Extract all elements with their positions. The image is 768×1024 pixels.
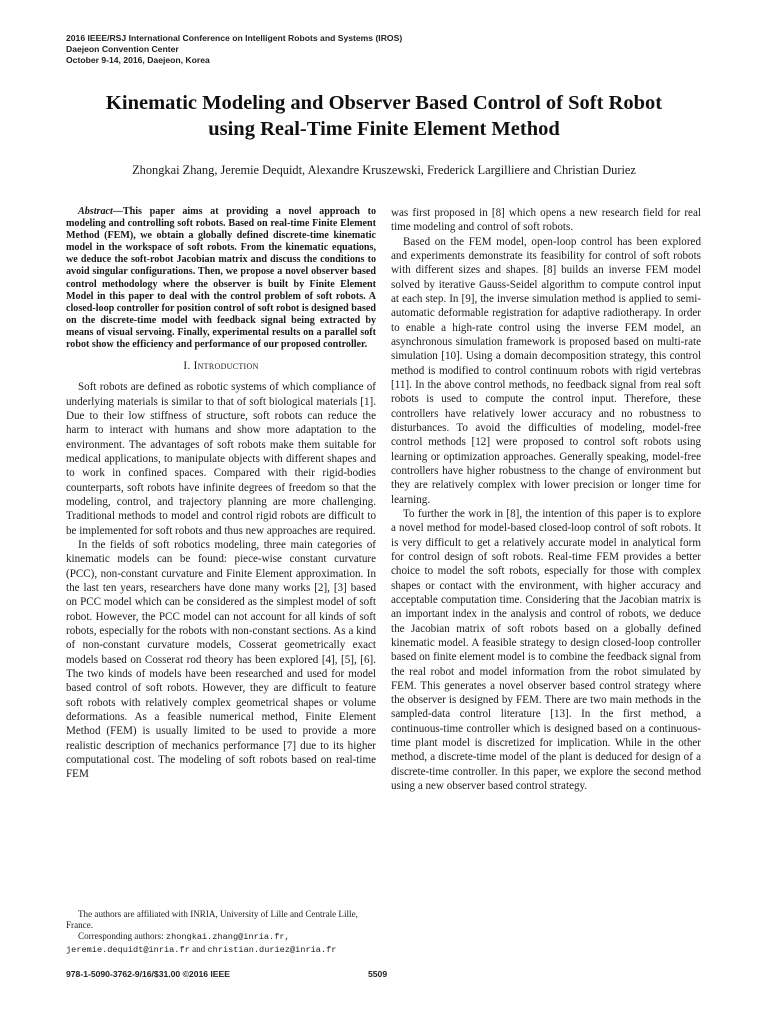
section-number: I. [183,360,191,373]
title-line-2: using Real-Time Finite Element Method [208,117,560,140]
intro-paragraph-5: To further the work in [8], the intention of this paper is to explore a novel method for model-based closed-loop control of soft robots. It is very difficult to get a relatively accurate model in analytical form for control design of soft robots. Real-time FEM provides a better choice to model the soft robots, especially for those with complex shapes or contact with the environment, with higher accuracy and acceptable computation time. Considering that the Jacobian matrix is an important index in the analysis and control of robots, we deduce the Jacobian matrix of soft robots based on a globally defined kinematic model. A feasible strategy to design closed-loop controller based on finite element model is to combine the feedback signal from the real robot and model information from the robot simulated by FEM. This generates a novel observer based control strategy where the observer is designed by FEM. There are two main methods in the sampled-data control literature [13]. In the first method, a continuous-time controller which is designed based on a continuous-time plant model is discretized for implication. While in the other method, a discrete-time model of the plant is deduced for design of a discrete-time controller. In this paper, we explore the second method using a new observer based control strategy. [391,507,701,793]
abstract-text: —This paper aims at providing a novel approach to modeling and controlling soft robots. Based on real-time Finite Element Method (FEM), we obtain a globally defined discrete-time kinematic model in the workspace of soft robots. From the kinematic equations, we deduce the soft-robot Jacobian matrix and discuss the conditions to avoid singular configurations. Then, we propose a novel observer based control methodology where the observer is built by Finite Element Model in this paper to deal with the control problem of soft robots. A closed-loop controller for position control of soft robot is designed based on the discrete-time model with feedback signal being extracted by means of visual servoing. Finally, experimental results on a parallel soft robot show the efficiency and performance of our proposed controller. [66,206,376,351]
isbn-copyright: 978-1-5090-3762-9/16/$31.00 ©2016 IEEE [66,969,231,979]
email-link[interactable]: zhongkai.zhang@inria.fr, [165,932,290,943]
conference-name: 2016 IEEE/RSJ International Conference on Intelligent Robots and Systems (IROS) [66,33,403,43]
intro-paragraph-2: In the fields of soft robotics modeling, three main categories of kinematic models can be found: piece-wise constant curvature (PCC), non-constant curvature and Finite Element approximation. In the last ten years, researchers have done many works [2], [3] based on PCC model which can be considered as the simplest model of soft robot. However, the PCC model can not account for all kinds of soft robots, especially for the robots with non-constant sections. As a kind of non-constant curvature models, Cosserat geometrically exact models based on Cosserat rod theory has been explored [4], [5], [6]. The two kinds of models have been researched and used for model based control of soft robots. However, they are difficult to feature soft robots with relatively complex geometrical shapes or volume deformations. As a feasible numerical method, Finite Element Method (FEM) is usually limited to be used to provide a more realistic description of mechanics performance [7] due to its higher computational cost. The modeling of soft robots based on real-time FEM [66,539,376,781]
conference-header [66,33,706,66]
abstract-label: Abstract [78,206,113,217]
author-list: Zhongkai Zhang, Jeremie Dequidt, Alexandre Kruszewski, Frederick Largilliere and Christian Duriez [132,163,636,177]
paper-title [40,91,728,142]
footnote-affiliation: The authors are affiliated with INRIA, University of Lille and Centrale Lille, France. [66,909,358,931]
title-line-1: Kinematic Modeling and Observer Based Control of Soft Robot [105,92,663,114]
abstract [66,206,376,351]
footnote [66,909,376,956]
intro-paragraph-1: Soft robots are defined as robotic systems of which compliance of underlying materials is similar to that of soft biological materials [1]. Due to their low stiffness of structure, soft robots can reduce the harm to interact with humans and show more adaptation to the environment. The advantages of soft robots make them suitable for medical applications, to manipulate objects with different shapes and to work in confined spaces. Compared with their rigid-bodies counterparts, soft robots have infinite degrees of freedom so that the modeling, control, and trajectory planning are more challenging. Traditional methods to model and control rigid robots are difficult to be implemented for soft robots and thus new approaches are required. [66,381,376,537]
page-number: 5509 [368,969,388,979]
conference-date: October 9-14, 2016, Daejeon, Korea [66,55,210,65]
intro-paragraph-4: Based on the FEM model, open-loop control has been explored and experiments demonstrate its feasibility for control of soft robots with different sizes and shapes. [8] builds an inverse FEM model solved by iterative Gauss-Seidel algorithm to compute control input at each step. In [9], the inverse simulation method is applied to semi-automatic deformable registration for adaptive radiotherapy. In order to enable a high-rate control using the inverse FEM model, an asynchronous simulation framework is proposed based on multi-rate simulation [10]. Using a domain decomposition strategy, this control method is modified to control continuum robots with rigid vertebras [11]. In the above control methods, no feedback signal from real soft robots is used to compute the control input. Therefore, these controllers have relatively lower accuracy and no robustness to disturbances. To avoid the difficulties of modeling, model-free control methods [12] were proposed to control soft robots using learning or optimization approaches. Generally speaking, model-free controllers have higher robustness to the change of environment but they are relatively complex with lower precision or longer time for learning. [391,235,701,506]
footnote-and: and [192,943,206,954]
conference-venue: Daejeon Convention Center [66,44,179,54]
intro-paragraph-3: was first proposed in [8] which opens a new research field for real time modeling and control of soft robots. [391,207,701,234]
footnote-contacts-label: Corresponding authors: [78,931,164,942]
section-title: Introduction [193,360,259,373]
section-heading [66,359,376,373]
footnote-contacts [66,931,376,955]
email-link[interactable]: christian.duriez@inria.fr [207,944,337,955]
email-link[interactable]: jeremie.dequidt@inria.fr [66,944,190,955]
left-column [66,206,376,782]
right-column [391,206,701,793]
